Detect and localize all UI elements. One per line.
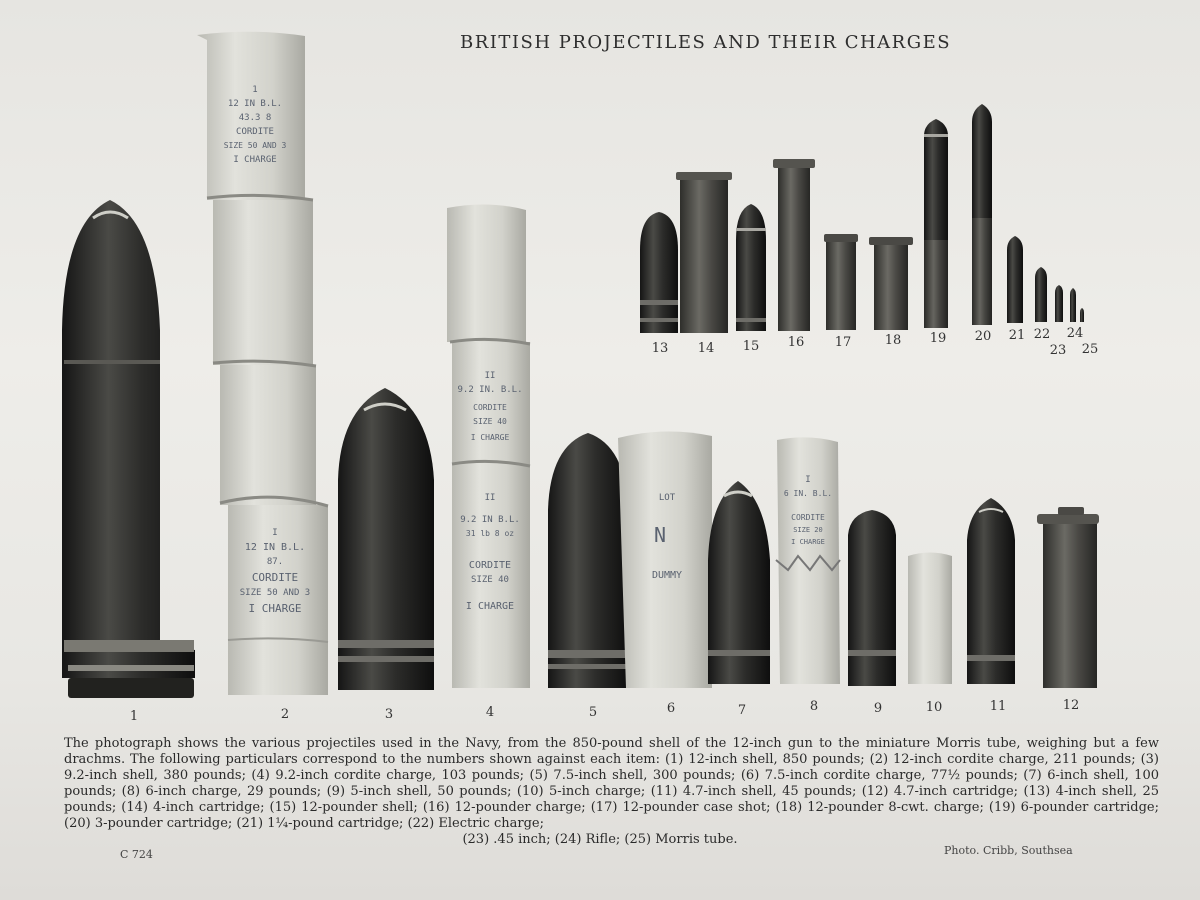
page-title: BRITISH PROJECTILES AND THEIR CHARGES — [460, 32, 952, 53]
charge-6-label-2: N — [653, 523, 667, 547]
figure-number-6: 6 — [666, 701, 676, 716]
figure-number-10: 10 — [925, 700, 943, 715]
figure-number-17: 17 — [834, 335, 852, 350]
charge-8-label-1: I — [805, 475, 811, 485]
item-14-cartridge — [676, 172, 732, 333]
charge-4t-label-2: 9.2 IN. B.L. — [457, 385, 523, 395]
charge-8-label-3: CORDITE — [791, 513, 825, 522]
item-19-cartridge — [924, 119, 948, 328]
charge-4b-label-6: I CHARGE — [465, 601, 515, 612]
item-2-charge — [197, 32, 328, 695]
charge-6-label-1: LOT — [658, 493, 676, 503]
item-16-charge — [773, 159, 815, 331]
figure-number-19: 19 — [929, 331, 947, 346]
charge-4t-label-3: CORDITE — [473, 403, 507, 412]
item-23-bullet — [1055, 285, 1063, 322]
figure-number-12: 12 — [1062, 698, 1080, 713]
item-11-shell — [967, 498, 1015, 684]
charge-2-label-1: 1 — [252, 85, 258, 95]
figure-number-16: 16 — [787, 335, 805, 350]
figure-number-7: 7 — [737, 703, 747, 718]
item-18-charge — [869, 237, 913, 330]
charge-4t-label-1: II — [484, 371, 496, 381]
charge-2b-label-6: I CHARGE — [248, 602, 302, 615]
item-4-charge — [447, 204, 530, 688]
item-7-shell — [708, 481, 770, 684]
figure-number-9: 9 — [873, 701, 883, 716]
photo-credit: Photo. Cribb, Southsea — [944, 844, 1073, 857]
item-15-shell — [736, 204, 766, 331]
charge-2-label-5: SIZE 50 AND 3 — [223, 141, 287, 150]
caption-last-line: (23) .45 inch; (24) Rifle; (25) Morris tube. — [462, 832, 738, 847]
charge-2b-label-4: CORDITE — [251, 571, 299, 584]
item-8-charge — [776, 437, 840, 684]
plate-code: C 724 — [120, 848, 153, 861]
item-1-shell — [62, 200, 195, 698]
charge-2b-label-5: SIZE 50 AND 3 — [239, 588, 311, 598]
charge-2-label-6: I CHARGE — [233, 155, 277, 165]
charge-4t-label-4: SIZE 40 — [473, 417, 507, 426]
charge-4b-label-5: SIZE 40 — [471, 575, 509, 585]
item-13-shell — [640, 212, 678, 333]
charge-8-label-4: SIZE 20 — [793, 526, 823, 534]
item-21-cartridge — [1007, 236, 1023, 323]
item-12-cartridge — [1037, 507, 1099, 688]
charge-2-label-3: 43.3 8 — [238, 113, 272, 123]
figure-number-23: 23 — [1049, 343, 1067, 358]
item-9-shell — [848, 510, 896, 686]
charge-8-label-2: 6 IN. B.L. — [783, 489, 833, 498]
figure-number-13: 13 — [651, 341, 669, 356]
item-24-rifle-round — [1070, 288, 1076, 322]
caption-text: The photograph shows the various projectiles used in the Navy, from the 850-pound shell of the 12-inch gun to the miniature Morris tube, weighing but a few drachms. The following particulars correspond to the numbers shown against each item: (1) 12-inch shell, 850 pounds; (2) 12-inch cordite charge, 211 pounds; (3) 9.2-inch shell, 380 pounds; (4) 9.2-inch cordite charge, 103 pounds; (5) 7.5-inch shell, 300 pounds; (6) 7.5-inch cordite charge, 77½ pounds; (7) 6-inch shell, 100 pounds; (8) 6-inch charge, 29 pounds; (9) 5-inch shell, 50 pounds; (10) 5-inch charge; (11) 4.7-inch shell, 45 pounds; (12) 4.7-inch cartridge; (13) 4-inch shell, 25 pounds; (14) 4-inch cartridge; (15) 12-pounder shell; (16) 12-pounder charge; (17) 12-pounder case shot; (18) 12-pounder 8-cwt. charge; (19) 6-pounder cartridge; (20) 3-pounder cartridge; (21) 1¼-pound cartridge; (22) Electric charge; — [64, 736, 1159, 831]
figure-number-14: 14 — [697, 341, 715, 356]
figure-number-11: 11 — [989, 699, 1007, 714]
figure-number-4: 4 — [485, 705, 495, 720]
figure-number-15: 15 — [742, 339, 760, 354]
item-5-shell — [548, 433, 628, 688]
item-22-electric-charge — [1035, 267, 1047, 322]
charge-2b-label-3: 87. — [266, 557, 284, 567]
charge-2-label-4: CORDITE — [236, 127, 274, 137]
figure-number-3: 3 — [384, 707, 394, 722]
charge-8-label-5: I CHARGE — [791, 538, 825, 546]
figure-number-25: 25 — [1081, 342, 1099, 357]
charge-6-label-3: DUMMY — [651, 570, 683, 581]
figure-number-20: 20 — [974, 329, 992, 344]
charge-2b-label-2: 12 IN B.L. — [244, 542, 306, 553]
charge-4b-label-2: 9.2 IN B.L. — [460, 515, 520, 525]
item-3-shell — [338, 388, 434, 690]
charge-4b-label-3: 31 lb 8 oz — [465, 529, 515, 538]
item-6-dummy-charge — [618, 431, 712, 688]
charge-4b-label-1: II — [484, 493, 496, 503]
figure-number-18: 18 — [884, 333, 902, 348]
figure-number-1: 1 — [129, 709, 139, 724]
item-25-morris-tube — [1080, 308, 1084, 322]
figure-number-24: 24 — [1066, 326, 1084, 341]
figure-number-21: 21 — [1008, 328, 1026, 343]
charge-4t-label-5: I CHARGE — [470, 433, 510, 442]
figure-number-8: 8 — [809, 699, 819, 714]
charge-2-label-2: 12 IN B.L. — [227, 99, 283, 109]
item-17-case-shot — [824, 234, 858, 330]
item-10-charge — [908, 553, 952, 685]
charge-4b-label-4: CORDITE — [468, 560, 512, 571]
figure-number-2: 2 — [280, 707, 290, 722]
figure-number-22: 22 — [1033, 327, 1051, 342]
figure-number-5: 5 — [588, 705, 598, 720]
item-20-cartridge — [972, 104, 992, 325]
charge-2b-label-1: I — [272, 528, 278, 538]
